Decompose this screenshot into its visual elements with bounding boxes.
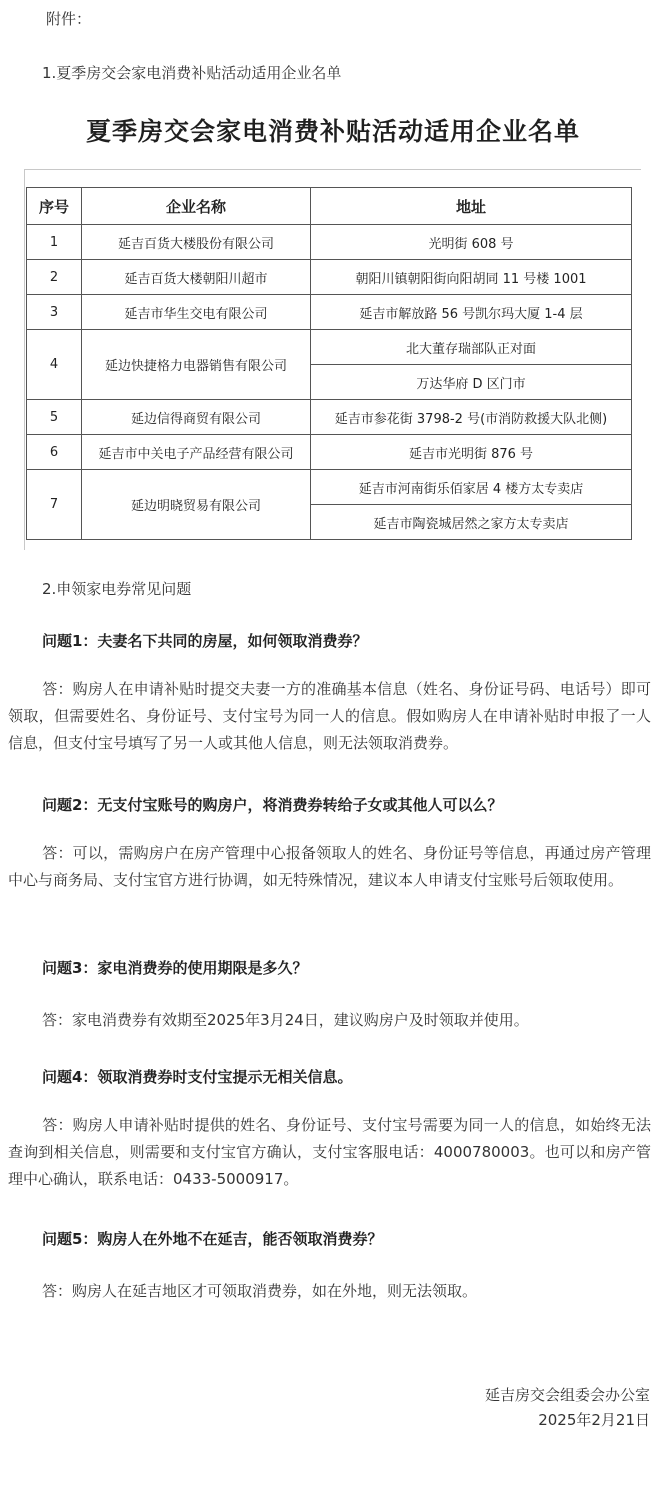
company-address: 朝阳川镇朝阳街向阳胡同 11 号楼 1001 — [311, 260, 632, 295]
company-name: 延边快捷格力电器销售有限公司 — [82, 330, 311, 400]
table-header-row — [27, 188, 632, 225]
header-number: 序号 — [27, 188, 82, 225]
header-address: 地址 — [311, 188, 632, 225]
faq-answer-2 — [8, 840, 651, 894]
company-name: 延吉市中关电子产品经营有限公司 — [82, 435, 311, 470]
section1-heading: 1.夏季房交会家电消费补贴活动适用企业名单 — [42, 64, 342, 82]
signature-org: 延吉房交会组委会办公室 — [484, 1386, 650, 1404]
table-row — [27, 400, 632, 435]
row-number: 4 — [27, 330, 82, 400]
row-number: 1 — [27, 225, 82, 260]
company-address: 北大董存瑞部队正对面 — [311, 330, 632, 365]
faq-answer-5-text: 答：购房人在延吉地区才可领取消费券，如在外地，则无法领取。 — [42, 1282, 478, 1300]
row-number: 7 — [27, 470, 82, 540]
attachment-label: 附件： — [46, 10, 92, 28]
faq-answer-5 — [8, 1278, 651, 1305]
company-address: 万达华府 D 区门市 — [311, 365, 632, 400]
faq-question-5: 问题5：购房人在外地不在延吉，能否领取消费券？ — [42, 1230, 383, 1248]
row-number: 2 — [27, 260, 82, 295]
faq-question-4: 问题4：领取消费券时支付宝提示无相关信息。 — [42, 1068, 353, 1086]
table-row — [27, 435, 632, 470]
faq-question-1: 问题1：夫妻名下共同的房屋，如何领取消费券？ — [42, 632, 368, 650]
faq-answer-1 — [8, 676, 651, 757]
company-name: 延吉百货大楼股份有限公司 — [82, 225, 311, 260]
faq-question-3: 问题3：家电消费券的使用期限是多久？ — [42, 959, 308, 977]
table-row — [27, 330, 632, 365]
signature-date: 2025年2月21日 — [538, 1411, 650, 1429]
faq-answer-1-text: 答：购房人在申请补贴时提交夫妻一方的准确基本信息（姓名、身份证号码、电话号）即可领取，但需要姓名、身份证号、支付宝号为同一人的信息。假如购房人在申请补贴时申报了一人信息，但支付宝号填写了另一人或其他人信息，则无法领取消费券。 — [8, 680, 651, 752]
table-row — [27, 260, 632, 295]
table-row — [27, 225, 632, 260]
table-title: 夏季房交会家电消费补贴活动适用企业名单 — [85, 117, 580, 146]
section2-heading: 2.申领家电券常见问题 — [42, 580, 192, 598]
row-number: 5 — [27, 400, 82, 435]
faq-answer-4-text: 答：购房人申请补贴时提供的姓名、身份证号、支付宝号需要为同一人的信息，如始终无法查询到相关信息，则需要和支付宝官方确认，支付宝客服电话：4000780003。也可以和房产管理中心确认，联系电话：0433-5000917。 — [8, 1116, 651, 1188]
faq-answer-3-text: 答：家电消费券有效期至2025年3月24日，建议购房户及时领取并使用。 — [42, 1011, 529, 1029]
table-row — [27, 470, 632, 505]
header-company: 企业名称 — [82, 188, 311, 225]
row-number: 6 — [27, 435, 82, 470]
company-name: 延边明晓贸易有限公司 — [82, 470, 311, 540]
company-name: 延吉市华生交电有限公司 — [82, 295, 311, 330]
company-name: 延吉百货大楼朝阳川超市 — [82, 260, 311, 295]
table-row — [27, 295, 632, 330]
row-number: 3 — [27, 295, 82, 330]
company-address: 延吉市河南街乐佰家居 4 楼方太专卖店 — [311, 470, 632, 505]
enterprise-table — [26, 187, 632, 540]
faq-answer-3 — [8, 1007, 651, 1034]
company-address: 延吉市陶瓷城居然之家方太专卖店 — [311, 505, 632, 540]
faq-answer-4 — [8, 1112, 651, 1193]
company-address: 光明街 608 号 — [311, 225, 632, 260]
company-address: 延吉市解放路 56 号凯尔玛大厦 1-4 层 — [311, 295, 632, 330]
faq-question-2: 问题2：无支付宝账号的购房户，将消费券转给子女或其他人可以么？ — [42, 796, 503, 814]
faq-answer-2-text: 答：可以，需购房户在房产管理中心报备领取人的姓名、身份证号等信息，再通过房产管理中心与商务局、支付宝官方进行协调，如无特殊情况，建议本人申请支付宝账号后领取使用。 — [8, 844, 651, 889]
company-address: 延吉市光明街 876 号 — [311, 435, 632, 470]
company-address: 延吉市参花街 3798-2 号(市消防救援大队北侧) — [311, 400, 632, 435]
company-name: 延边信得商贸有限公司 — [82, 400, 311, 435]
